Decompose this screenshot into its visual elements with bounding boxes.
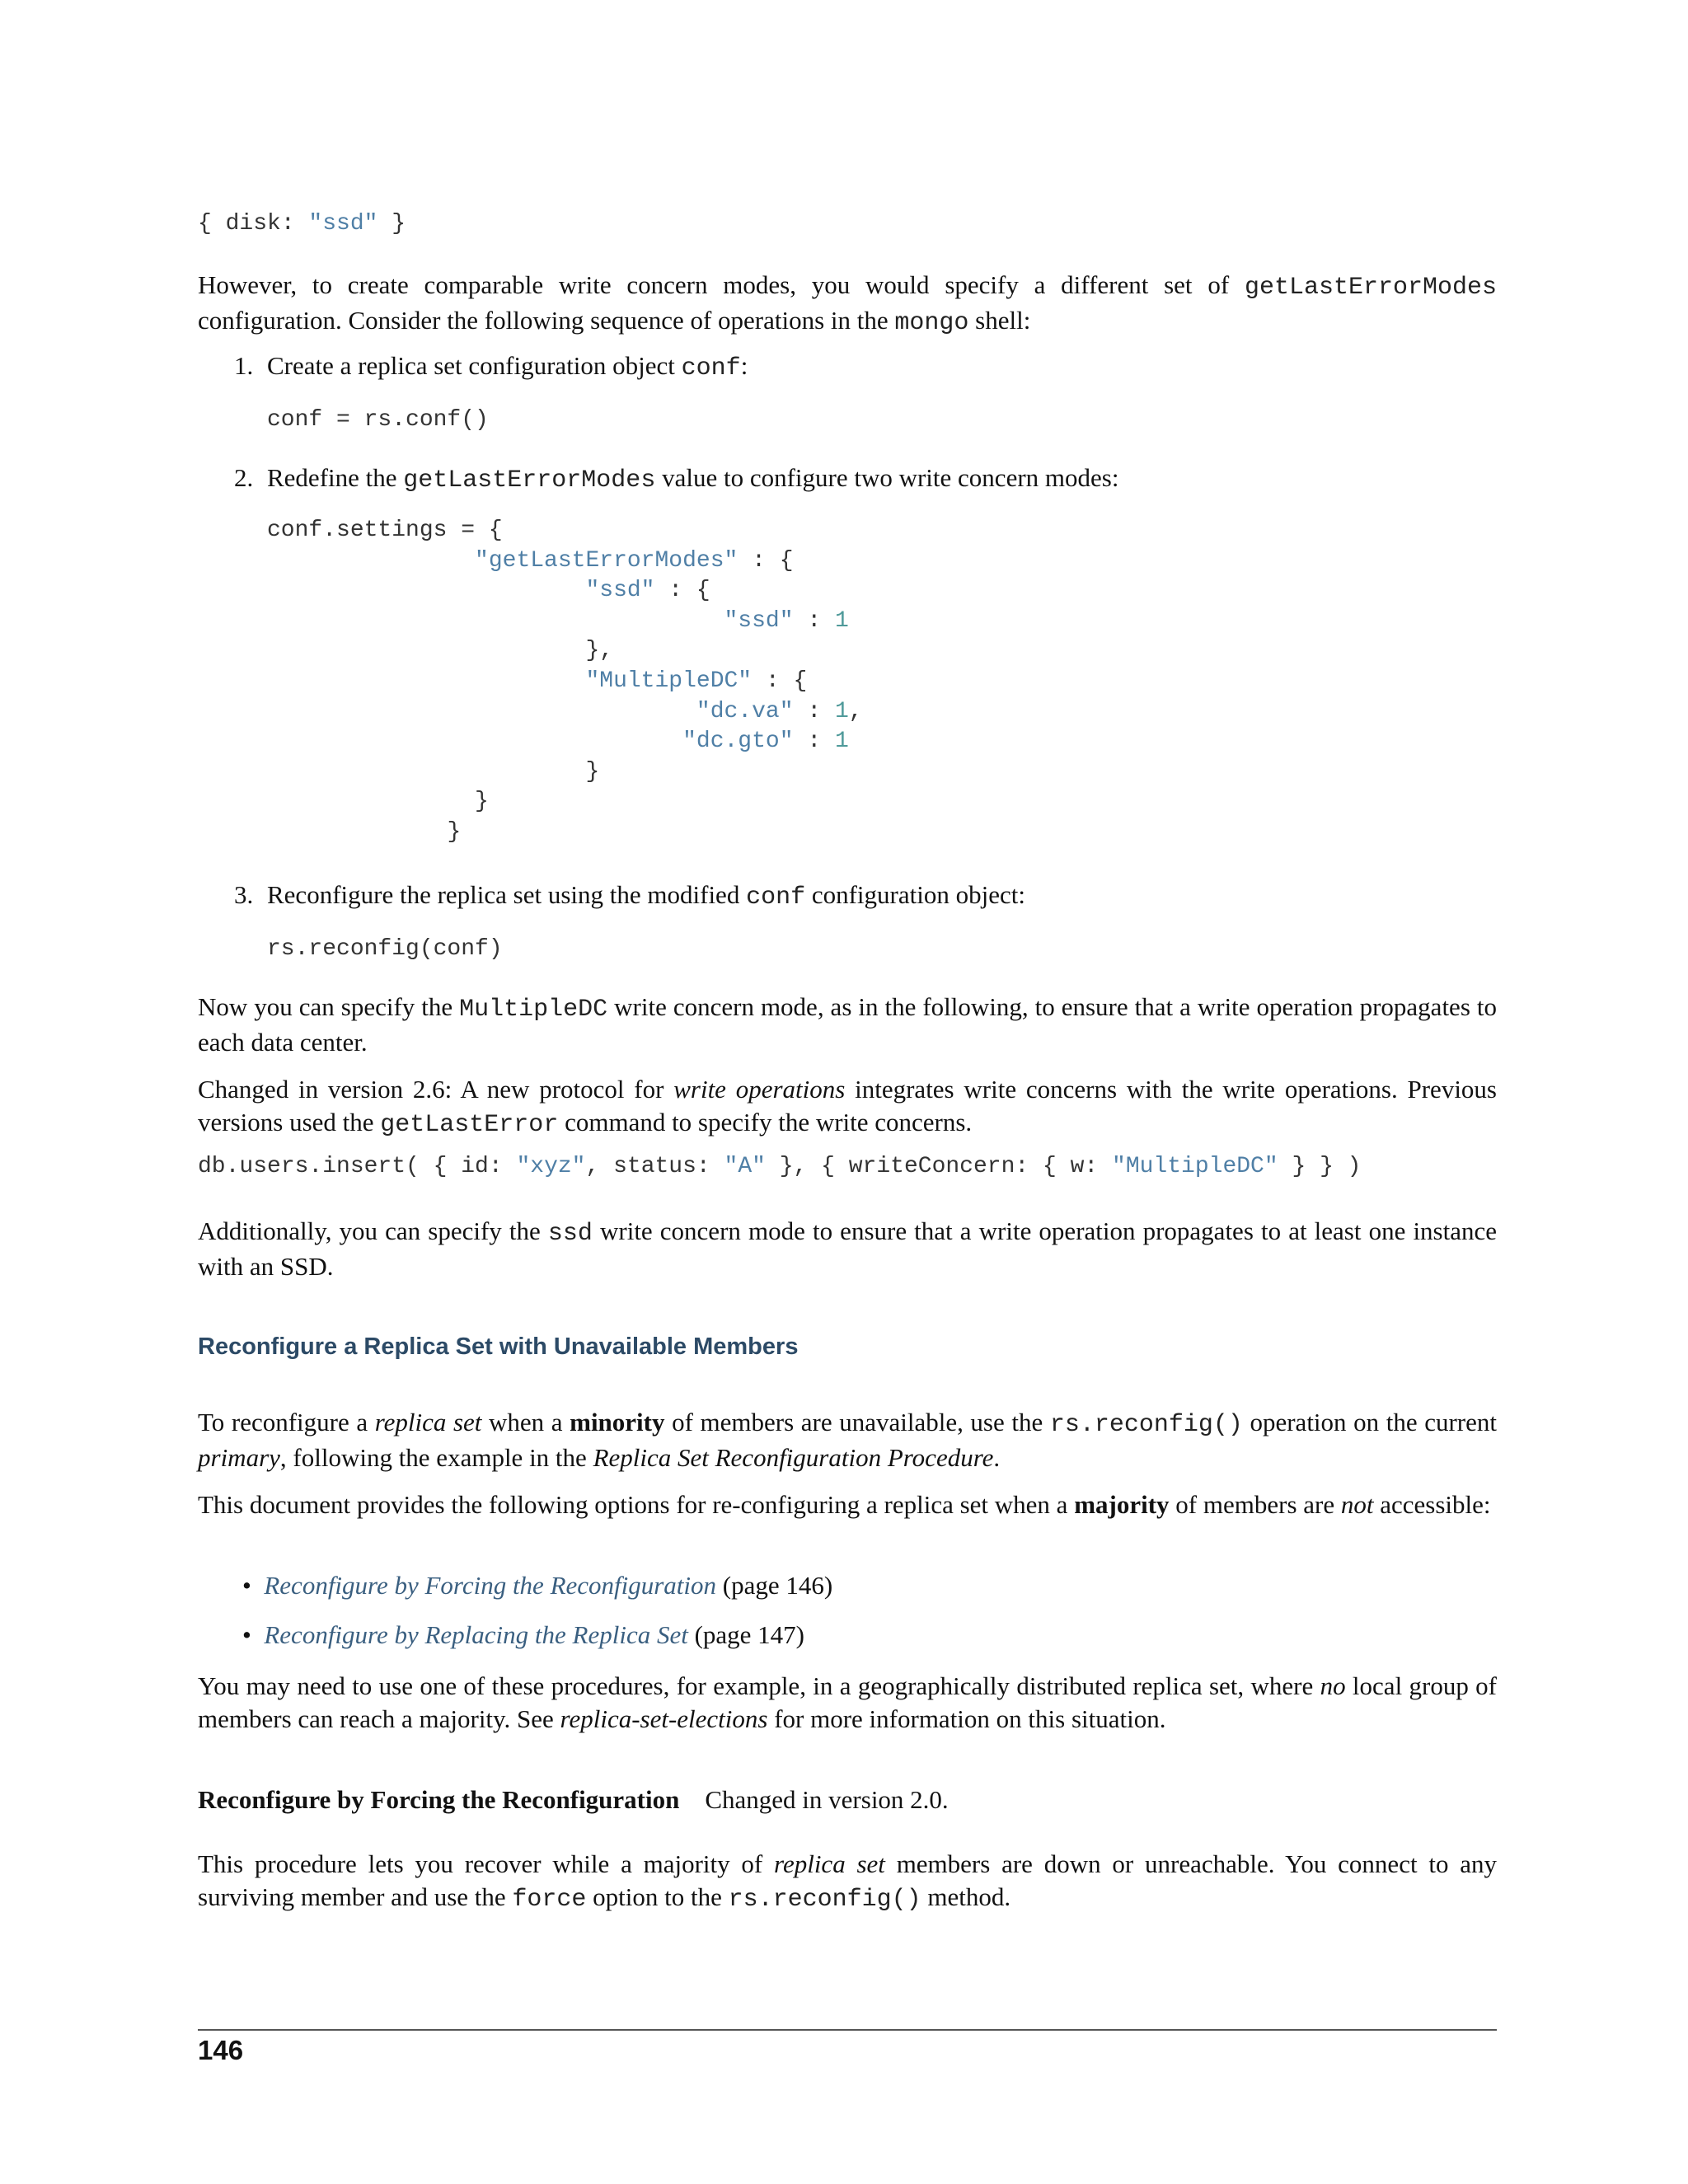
code-rs-reconfig: rs.reconfig(conf)	[267, 936, 503, 962]
subsection-heading	[198, 1783, 1497, 1816]
paragraph-geographic: You may need to use one of these procedures, for example, in a geographically distributed replica set, where no local group of members can reach a majority. See replica-set-elections for more information on this situation.	[198, 1671, 1498, 1733]
list-item: • Reconfigure by Replacing the Replica Set (page 147)	[242, 1620, 804, 1649]
link-replacing-replica-set[interactable]: Reconfigure by Replacing the Replica Set	[264, 1620, 688, 1649]
bullet-icon: •	[242, 1620, 251, 1649]
code-rs-conf: conf = rs.conf()	[267, 407, 489, 433]
code-conf-settings: conf.settings = { "getLastErrorModes" : { "ssd" : { "ssd" : 1 }, "MultipleDC" : { "dc.va" : 1, "dc.gto" : 1 } } }	[267, 518, 863, 845]
paragraph-changed-2-6: Changed in version 2.6: A new protocol for write operations integrates write concerns with the write operations. Previous versions used the getLastError command to specify the write concerns.	[198, 1075, 1497, 1139]
step-1: 1. Create a replica set configuration object conf:	[234, 351, 748, 382]
footer-divider	[198, 2029, 1497, 2031]
bullet-icon: •	[242, 1571, 251, 1600]
version-note: Changed in version 2.0.	[705, 1785, 949, 1814]
page-number: 146	[198, 2035, 244, 2065]
link-forcing-reconfiguration[interactable]: Reconfigure by Forcing the Reconfiguration	[264, 1571, 717, 1600]
paragraph-force-option: This procedure lets you recover while a majority of replica set members are down or unreachable. You connect to any surviving member and use the force option to the rs.reconfig() method.	[198, 1849, 1497, 1914]
step-2: 2. Redefine the getLastErrorModes value to configure two write concern modes:	[234, 463, 1119, 494]
paragraph-majority: This document provides the following options for re-configuring a replica set when a majority of members are not accessible:	[198, 1490, 1491, 1519]
list-item: • Reconfigure by Forcing the Reconfiguration (page 146)	[242, 1571, 833, 1600]
code-disk-ssd: { disk: "ssd" }	[198, 211, 406, 237]
step-3: 3. Reconfigure the replica set using the modified conf configuration object:	[234, 880, 1025, 912]
paragraph-minority: To reconfigure a replica set when a minority of members are unavailable, use the rs.reconfig() operation on the current primary, following the example in the Replica Set Reconfiguration Procedure.	[198, 1408, 1497, 1472]
document-page	[198, 0, 1497, 2184]
paragraph-getlasterrormodes-intro: However, to create comparable write concern modes, you would specify a different set of getLastErrorModes configuration. Consider the following sequence of operations in the mongo shell:	[198, 270, 1497, 337]
code-users-insert: db.users.insert( { id: "xyz", status: "A" }, { writeConcern: { w: "MultipleDC" } } )	[198, 1154, 1362, 1179]
subsection-title: Reconfigure by Forcing the Reconfiguration	[198, 1785, 680, 1814]
paragraph-ssd-mode: Additionally, you can specify the ssd write concern mode to ensure that a write operation propagates to at least one instance with an SSD.	[198, 1216, 1498, 1281]
paragraph-multipledc: Now you can specify the MultipleDC write concern mode, as in the following, to ensure that a write operation propagates to each data center.	[198, 992, 1497, 1057]
section-title: Reconfigure a Replica Set with Unavailable Members	[198, 1333, 799, 1360]
